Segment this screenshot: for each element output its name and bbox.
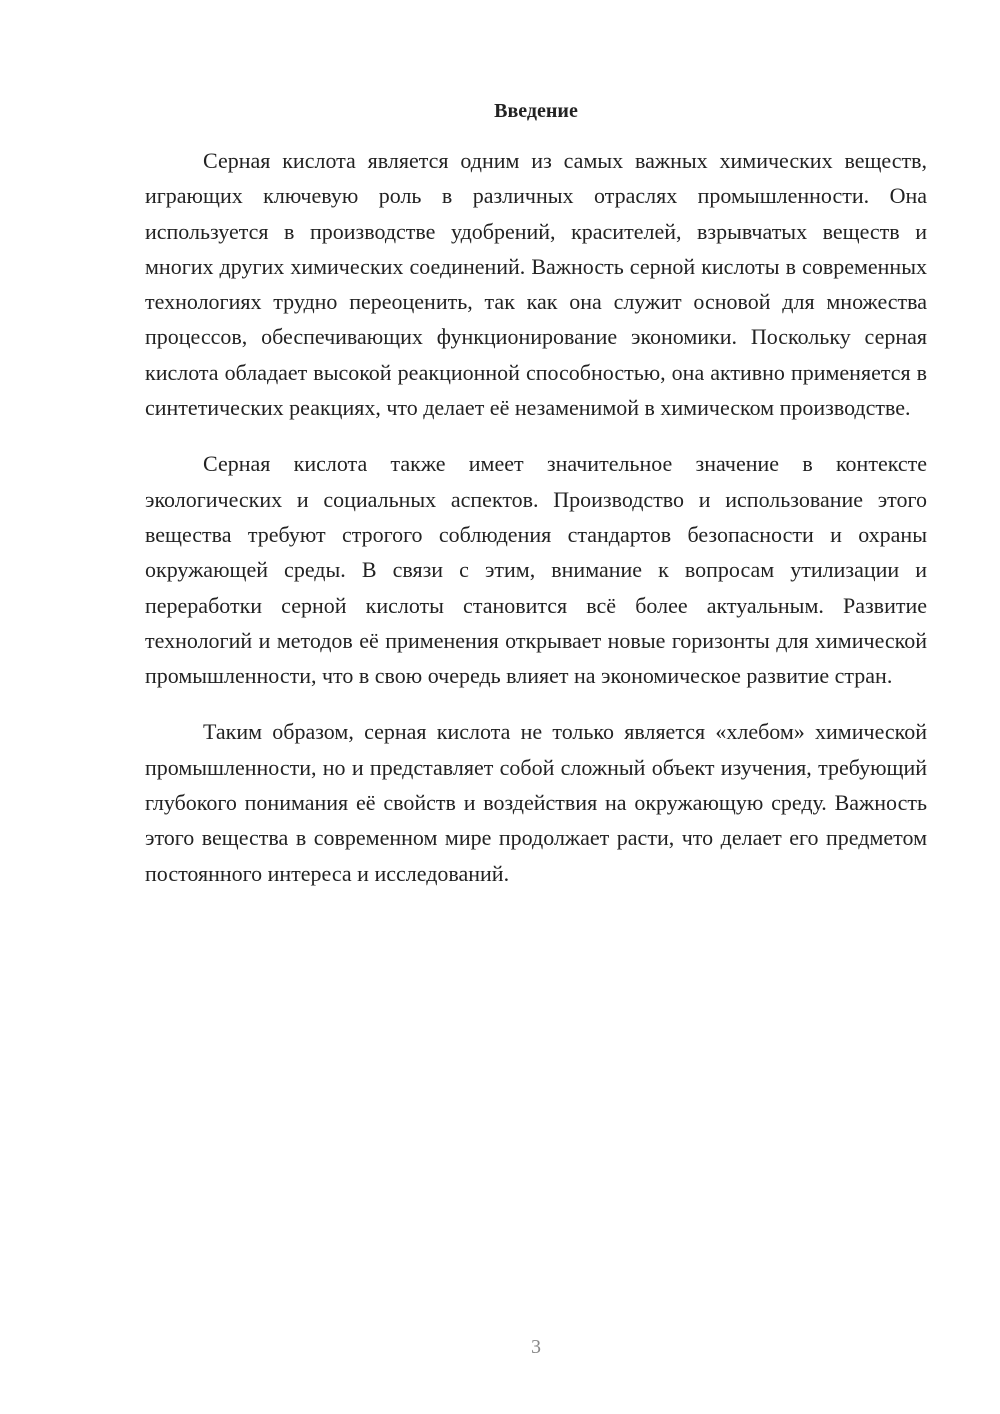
paragraph-3: Таким образом, серная кислота не только является «хлебом» химической промышленности, но и представляет собой сложный объект изучения, требующий глубокого понимания её свойств и воздействия на окружающую среду. Важность этого вещества в современном мире продолжает расти, что делает его предметом постоянного интереса и исследований. bbox=[145, 719, 927, 886]
page-title: Введение bbox=[494, 100, 578, 122]
body-text bbox=[145, 143, 927, 912]
paragraph-2: Серная кислота также имеет значительное значение в контексте экологических и социальных аспектов. Производство и использование этого вещества требуют строгого соблюдения стандартов безопасности и охраны окружающей среды. В связи с этим, внимание к вопросам утилизации и переработки серной кислоты становится всё более актуальным. Развитие технологий и методов её применения открывает новые горизонты для химической промышленности, что в свою очередь влияет на экономическое развитие стран. bbox=[145, 451, 927, 689]
paragraph-1: Серная кислота является одним из самых важных химических веществ, играющих ключевую роль в различных отраслях промышленности. Она используется в производстве удобрений, красителей, взрывчатых веществ и многих других химических соединений. Важность серной кислоты в современных технологиях трудно переоценить, так как она служит основой для множества процессов, обеспечивающих функционирование экономики. Поскольку серная кислота обладает высокой реакционной способностью, она активно применяется в синтетических реакциях, что делает её незаменимой в химическом производстве. bbox=[145, 148, 927, 421]
page-number: 3 bbox=[531, 1336, 541, 1358]
